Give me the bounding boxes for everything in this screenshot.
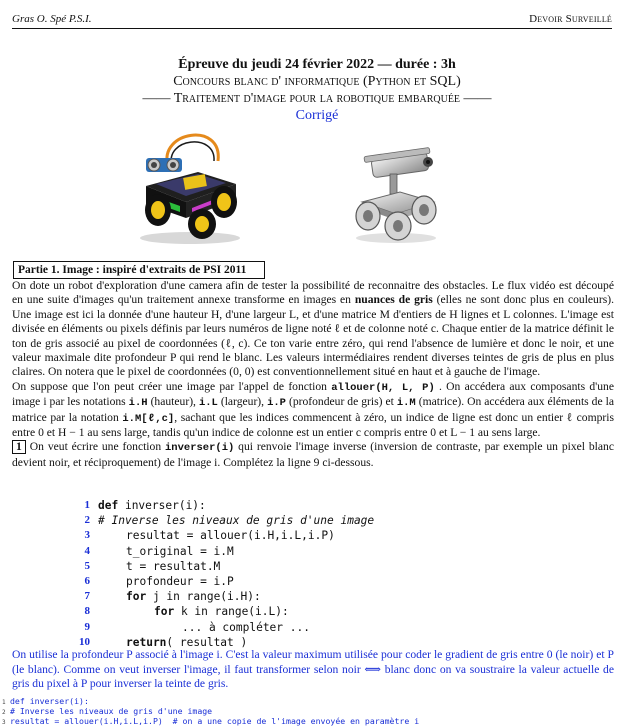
- code-ip: i.P: [267, 397, 286, 410]
- answer-code-line-number: 2: [2, 709, 6, 716]
- code-text: t = resultat.M: [126, 559, 221, 573]
- code-keyword: return: [126, 635, 167, 649]
- intro-p1-bold: nuances de gris: [354, 293, 433, 307]
- code-text: inverser(i):: [118, 499, 206, 512]
- intro-p2-g: , sachant que les indices commencent à zéro, un indice de ligne est donc un entier ℓ compris entre 0 et H − 1 au sens large, tandis qu'un indice de colonne est un entier c compris entre 0 et L − 1 au sens large.: [12, 410, 614, 440]
- code-line-number: 7: [84, 590, 90, 603]
- code-inverser: inverser(i): [165, 442, 235, 455]
- code-line-text: [126, 575, 234, 588]
- answer-code-line-number: 3: [2, 719, 6, 726]
- intro-p1-part-a: On dote un robot d'exploration d'une camera afin de tester la possibilité de reconnaitre des obstacles. Le flux vidéo est découpé en une suite d'images qu'un traitement annexe transforme en images en: [12, 279, 614, 307]
- answer-code-text: def inverser(i):: [10, 696, 89, 706]
- intro-p2-f: (matrice). On accédera aux éléments de la matrice par la notation: [12, 395, 614, 424]
- part-heading: [13, 261, 265, 279]
- code-line-number: 3: [84, 529, 90, 542]
- code-line-number: 1: [84, 499, 90, 511]
- camera-rover-image: [350, 146, 442, 244]
- code-line-text: [126, 545, 234, 558]
- code-text: ( resultat ): [166, 635, 248, 649]
- question-1: [12, 440, 614, 470]
- code-il: i.L: [198, 397, 218, 410]
- code-text: resultat = allouer(i.H,i.L,i.P): [126, 529, 335, 543]
- answer-code-line: [2, 706, 212, 716]
- code-text: # Inverse les niveaux de gris d'une image: [98, 514, 375, 528]
- code-line-text: [126, 529, 335, 542]
- intro-p2-b: . On accédera aux composants d'une image i par les notations: [12, 379, 614, 409]
- code-line-text: [126, 636, 247, 649]
- intro-p2-c: (hauteur),: [147, 395, 199, 409]
- subject-title: —— Traitement d'image pour la robotique embarquée ——: [142, 91, 492, 106]
- title-block: [0, 56, 634, 124]
- code-line-text: [126, 560, 220, 573]
- intro-p1-part-b: (elles ne sont donc plus en couleurs). Une image est ici la donnée d'une hauteur H, d'une largeur L, et d'une matrice M d'entiers de H lignes et L colonnes. L'image est divisée en éléments ou pixels définis par leurs numéros de ligne noté ℓ et de colonne noté c. Chaque entier de la matrice définit le ton de gris associé au pixel de coordonnées (ℓ, c). Ce ton varie entre zéro, qui rend l'absence de lumière et donc le noir, et une valeur maximale dite profondeur P qui rend le blanc. Les valeurs intermédiaires rendent diverses teintes de gris de plus en plus claires. On notera que le pixel de coordonnées (0, 0) est conventionnellement situé en haut et à gauche de l'image.: [12, 293, 614, 379]
- robot-car-image: [128, 126, 252, 246]
- code-im-lc: i.M[ℓ,c]: [122, 412, 175, 425]
- code-text: k in range(i.L):: [174, 605, 289, 619]
- code-line-text: [98, 514, 374, 527]
- question-number: 1: [12, 440, 26, 454]
- code-line-number: 8: [84, 605, 90, 618]
- code-line-number: 5: [84, 559, 90, 572]
- code-line-text: [98, 499, 206, 512]
- answer-text: On utilise la profondeur P associé à l'image i. C'est la valeur maximum utilisée pour coder le gradient de gris entre 0 (le noir) et P (le blanc). Comme on veut inverser l'image, il faut transformer selon noir ⟺ blanc donc on va soustraire la valeur actuelle de gris du pixel à P pour inverser la teinte de gris.: [12, 648, 614, 691]
- code-text: profondeur = i.P: [126, 575, 234, 588]
- exam-title: Épreuve du jeudi 24 février 2022 — durée : 3h: [178, 57, 456, 72]
- intro-text: [12, 279, 614, 470]
- header-rule: [12, 28, 612, 29]
- intro-p2-d: (largeur),: [217, 395, 268, 409]
- code-text: j in range(i.H):: [146, 590, 261, 604]
- answer-code-text: # Inverse les niveaux de gris d'une image: [10, 706, 213, 716]
- contest-title: Concours blanc d' informatique (Python et SQL): [173, 74, 461, 89]
- header-author: Gras O. Spé P.S.I.: [12, 13, 92, 25]
- code-text: t_original = i.M: [126, 544, 234, 558]
- page-header: [12, 13, 612, 27]
- code-ih: i.H: [128, 397, 148, 410]
- code-line-number: 4: [84, 544, 90, 557]
- code-line-number: 2: [84, 514, 90, 527]
- answer-code-line-number: 1: [2, 699, 6, 706]
- question-text-a: On veut écrire une fonction: [29, 440, 165, 454]
- robot-illustrations: [0, 124, 634, 250]
- code-line-text: [182, 621, 310, 634]
- code-text: ... à compléter ...: [182, 620, 310, 634]
- answer-code-line: [2, 696, 89, 706]
- code-line-number: 10: [79, 635, 90, 648]
- code-allouer: allouer(H, L, P): [331, 381, 435, 394]
- intro-p2-a: On suppose que l'on peut créer une image par l'appel de fonction: [12, 379, 332, 393]
- intro-p2-e: (profondeur de gris) et: [285, 395, 397, 409]
- code-im: i.M: [396, 397, 416, 410]
- code-keyword: for: [154, 605, 175, 619]
- answer-code-line: [2, 716, 419, 726]
- answer-code-text: resultat = allouer(i.H,i.L,i.P) # on a une copie de l'image envoyée en paramètre i: [10, 716, 420, 726]
- header-doc-type: Devoir Surveillé: [529, 13, 612, 25]
- question-text-b: qui renvoie l'image inverse (inversion de contraste, par exemple un pixel blanc devient noir, et réciproquement) de l'image i. Complétez la ligne 9 ci-dessous.: [12, 440, 614, 469]
- part-label: Partie 1. Image : inspiré d'extraits de PSI 2011: [18, 264, 247, 276]
- code-keyword: for: [126, 590, 147, 604]
- code-line-text: [154, 605, 289, 618]
- code-line-text: [126, 590, 261, 603]
- code-keyword: def: [98, 499, 119, 512]
- code-line-number: 6: [84, 575, 90, 587]
- paragraph-intro: [12, 279, 614, 380]
- code-line-number: 9: [84, 620, 90, 633]
- corrige-label: Corrigé: [295, 108, 339, 123]
- paragraph-allouer: [12, 380, 614, 441]
